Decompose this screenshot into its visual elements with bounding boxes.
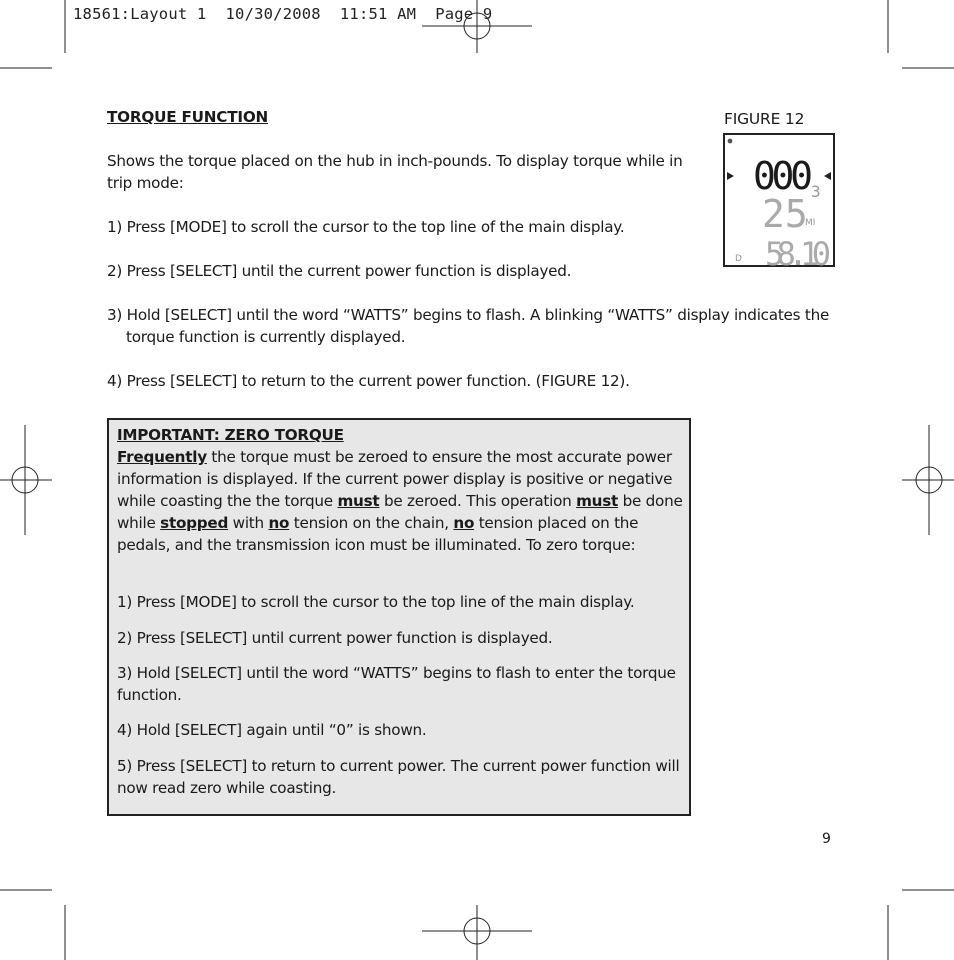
step-2: 2) Press [SELECT] until the current power function is displayed.	[107, 262, 572, 280]
lcd-bottom-value: 58.10	[765, 235, 831, 268]
emphasis-frequently: Frequently	[117, 448, 207, 466]
zero-step-4: 4) Hold [SELECT] again until “0” is shown.	[117, 721, 427, 739]
indicator-dot-icon	[728, 139, 733, 144]
important-text-1: the torque must be zeroed to ensure the most accurate power information is displayed. If the current power display is positive or negative while coasting the the torque	[117, 448, 673, 510]
emphasis-must-2: must	[576, 492, 619, 510]
emphasis-must-1: must	[337, 492, 380, 510]
intro-paragraph: Shows the torque placed on the hub in inch-pounds. To display torque while in trip mode:	[107, 152, 683, 192]
emphasis-stopped: stopped	[160, 514, 229, 532]
important-text-2: be zeroed. This operation	[379, 492, 577, 510]
step-1: 1) Press [MODE] to scroll the cursor to the top line of the main display.	[107, 218, 625, 236]
step-3: 3) Hold [SELECT] until the word “WATTS” begins to flash. A blinking “WATTS” display indicates the torque function is currently displayed.	[107, 306, 830, 346]
lcd-side-digit: 3	[811, 182, 821, 201]
important-text-4: with	[228, 514, 269, 532]
zero-step-1: 1) Press [MODE] to scroll the cursor to the top line of the main display.	[117, 593, 635, 611]
page-number: 9	[822, 831, 831, 847]
step-4: 4) Press [SELECT] to return to the current power function. (FIGURE 12).	[107, 372, 630, 390]
emphasis-no-2: no	[453, 514, 475, 532]
zero-step-3: 3) Hold [SELECT] until the word “WATTS” begins to flash to enter the torque function.	[117, 664, 676, 704]
important-title: IMPORTANT: ZERO TORQUE	[117, 426, 344, 444]
important-paragraph	[117, 446, 687, 556]
important-text-6: tension placed on the pedals, and the transmission icon must be illuminated. To zero torque:	[117, 514, 639, 554]
lcd-mid-unit: MI	[805, 218, 816, 228]
section-heading: TORQUE FUNCTION	[107, 108, 269, 126]
zero-step-2: 2) Press [SELECT] until current power function is displayed.	[117, 629, 553, 647]
printer-slug: 18561:Layout 1 10/30/2008 11:51 AM Page 9	[73, 5, 493, 23]
lcd-display-figure	[723, 133, 835, 268]
lcd-bottom-prefix: D	[735, 254, 742, 264]
figure-label: FIGURE 12	[724, 110, 805, 128]
emphasis-no-1: no	[268, 514, 290, 532]
lcd-top-value: 000	[753, 154, 813, 198]
important-box	[107, 418, 691, 816]
important-text-3: be done while	[117, 492, 683, 532]
important-text-5: tension on the chain,	[289, 514, 454, 532]
lcd-mid-value: 25	[762, 192, 808, 236]
zero-step-5: 5) Press [SELECT] to return to current power. The current power function will now read zero while coasting.	[117, 757, 680, 797]
